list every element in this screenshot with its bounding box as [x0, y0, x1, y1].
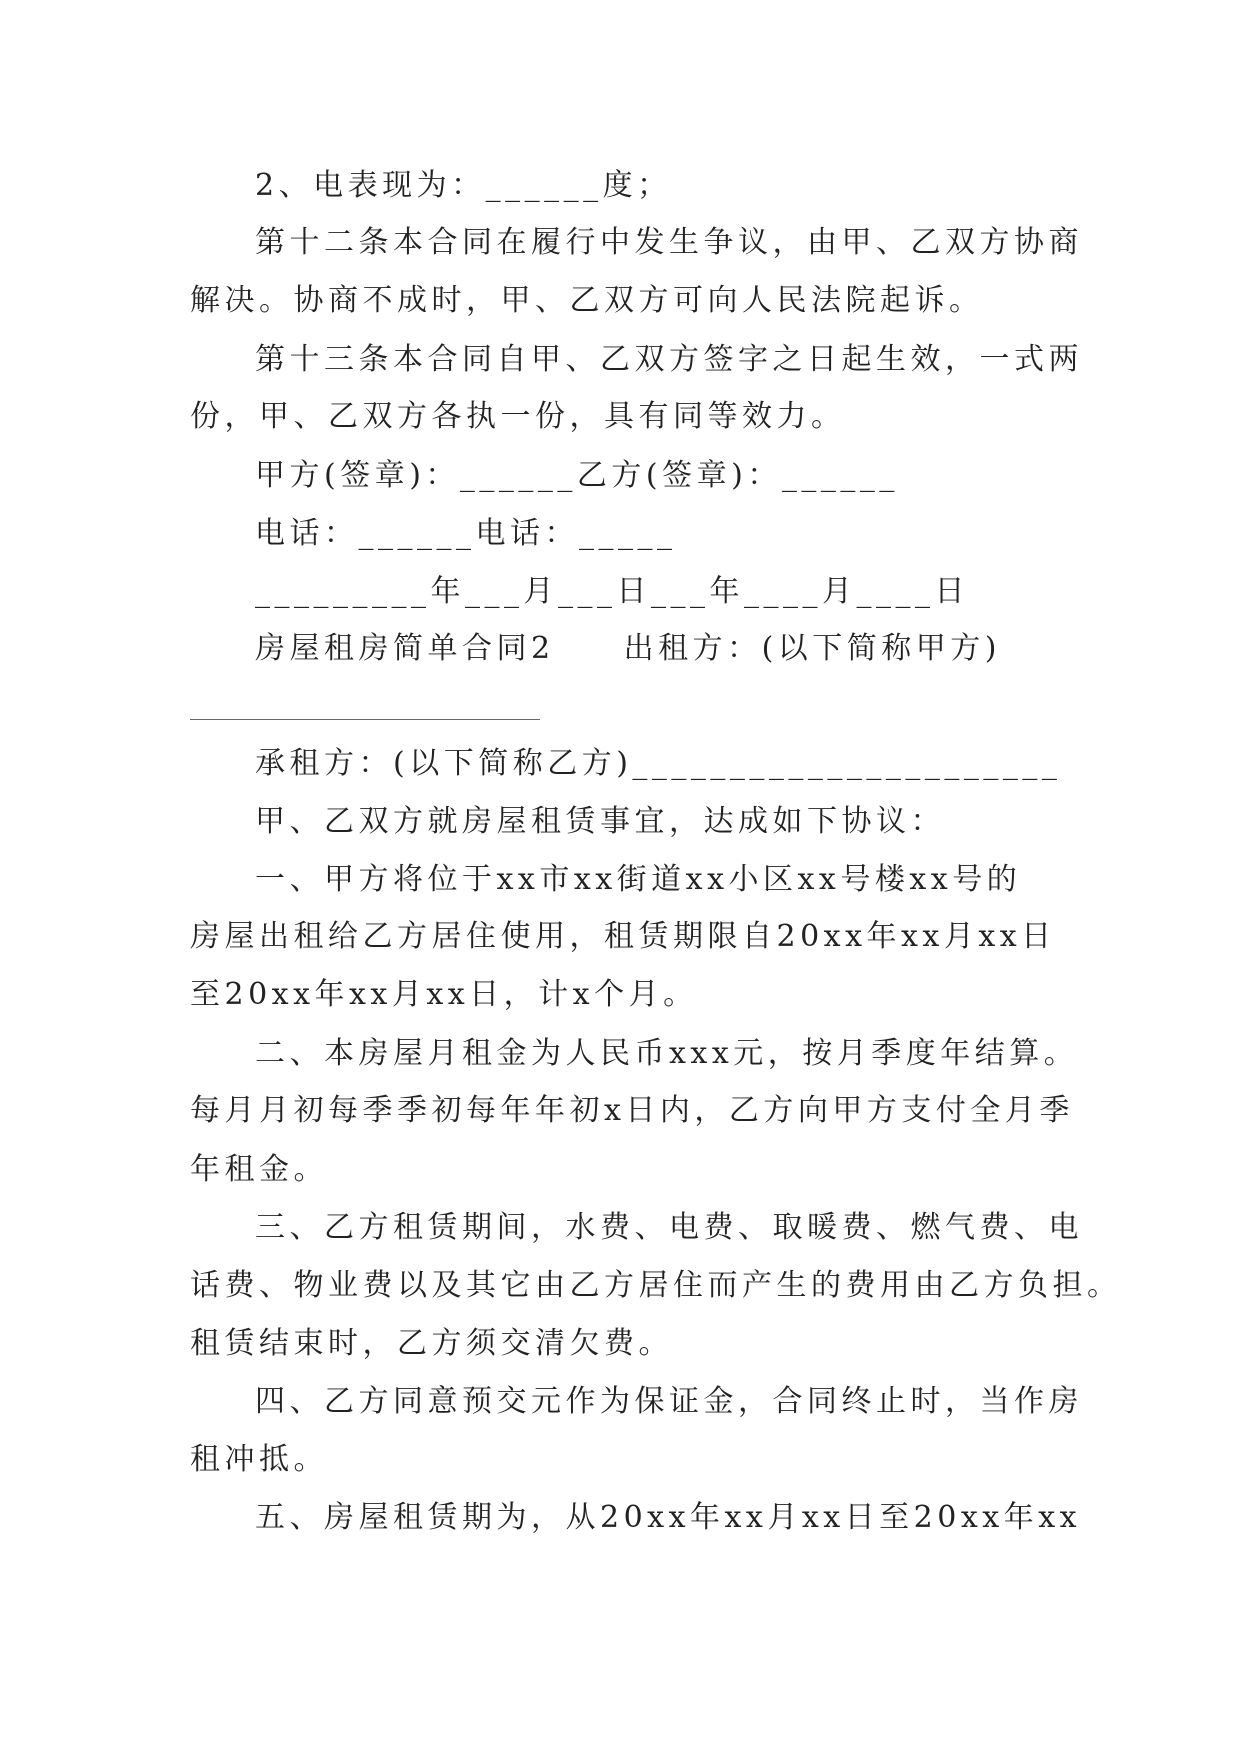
signature-line: 甲方(签章)：______乙方(签章)：______ [255, 458, 899, 493]
paragraph-line: 租赁结束时，乙方须交清欠费。 [190, 1326, 673, 1361]
paragraph-line: 租冲抵。 [190, 1442, 328, 1477]
paragraph-line: 甲、乙双方就房屋租赁事宜，达成如下协议： [255, 804, 945, 839]
paragraph-line: 年租金。 [190, 1152, 328, 1187]
paragraph-line: 2、电表现为：______度； [255, 168, 672, 203]
paragraph-line: 四、乙方同意预交元作为保证金，合同终止时，当作房 [255, 1384, 1083, 1419]
lessor-blank-rule [190, 719, 540, 720]
paragraph-line: 话费、物业费以及其它由乙方居住而产生的费用由乙方负担。 [190, 1268, 1122, 1303]
paragraph-line: 一、甲方将位于xx市xx街道xx小区xx号楼xx号的 [255, 862, 1022, 897]
paragraph-line: 房屋出租给乙方居住使用，租赁期限自20xx年xx月xx日 [190, 919, 1056, 954]
paragraph-line: 第十二条本合同在履行中发生争议，由甲、乙双方协商 [255, 225, 1083, 260]
date-line: _________年___月___日___年____月____日 [255, 574, 969, 609]
paragraph-line: 每月月初每季季初每年年初x日内，乙方向甲方支付全月季 [190, 1093, 1074, 1128]
paragraph-line: 至20xx年xx月xx日，计x个月。 [190, 977, 698, 1012]
paragraph-line: 解决。协商不成时，甲、乙双方可向人民法院起诉。 [190, 283, 984, 318]
lessee-line: 承租方：(以下简称乙方)______________________ [255, 746, 1062, 781]
paragraph-line: 三、乙方租赁期间，水费、电费、取暖费、燃气费、电 [255, 1210, 1083, 1245]
paragraph-line: 第十三条本合同自甲、乙双方签字之日起生效，一式两 [255, 342, 1083, 377]
section-title-line: 房屋租房简单合同2 出租方：(以下简称甲方) [255, 631, 1001, 666]
paragraph-line: 五、房屋租赁期为，从20xx年xx月xx日至20xx年xx [255, 1500, 1082, 1535]
paragraph-line: 份，甲、乙双方各执一份，具有同等效力。 [190, 399, 846, 434]
paragraph-line: 二、本房屋月租金为人民币xxx元，按月季度年结算。 [255, 1036, 1079, 1071]
phone-line: 电话：______电话：_____ [255, 516, 677, 551]
